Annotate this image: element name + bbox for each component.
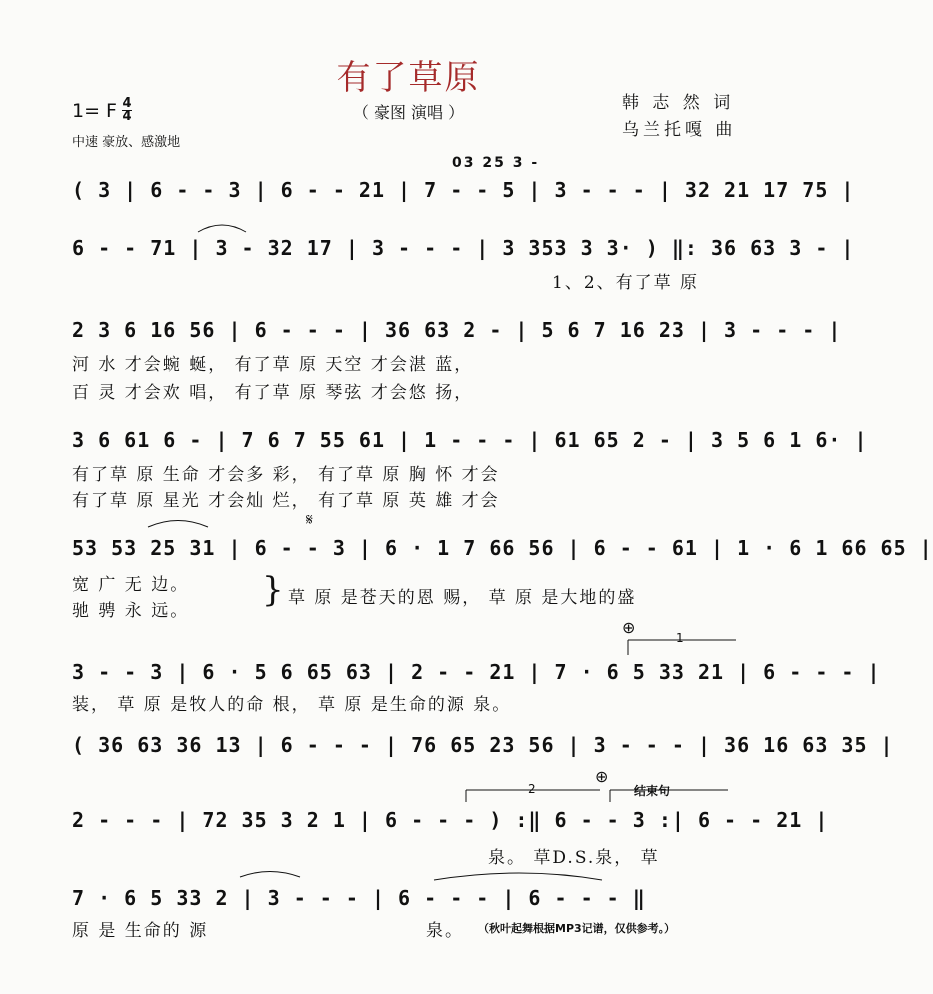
notation-row-9: 7 · 6 5 33 2 | 3 - - - | 6 - - - | 6 - - - ‖ bbox=[72, 886, 646, 910]
lyric-line-9b: 泉。 bbox=[426, 921, 464, 941]
notation-row-1: ( 3 | 6 - - 3 | 6 - - 21 | 7 - - 5 | 3 - - - | 32 21 17 75 | bbox=[72, 178, 855, 202]
notation-row-6: 3 - - 3 | 6 · 5 6 65 63 | 2 - - 21 | 7 · 6 5 33 21 | 6 - - - | bbox=[72, 660, 881, 684]
segno-sign: 𝄋 bbox=[306, 510, 313, 529]
lyric-line-4a: 有了草 原 生命 才会多 彩， 有了草 原 胸 怀 才会 bbox=[72, 465, 500, 485]
lyric-line-intro: 1、2、有了草 原 bbox=[552, 273, 700, 293]
coda-sign-1: ⊕ bbox=[622, 618, 636, 637]
tempo-marking: 中速 豪放、感激地 bbox=[72, 135, 181, 150]
volta-1-label: 1 bbox=[676, 631, 684, 645]
notation-row-4: 3 6 61 6 - | 7 6 7 55 61 | 1 - - - | 61 65 2 - | 3 5 6 1 6· | bbox=[72, 428, 868, 452]
key-signature: 1= F bbox=[72, 100, 117, 122]
lyric-line-5c: 草 原 是苍天的恩 赐， 草 原 是大地的盛 bbox=[288, 588, 637, 608]
lyric-line-6: 装， 草 原 是牧人的命 根， 草 原 是生命的源 泉。 bbox=[72, 695, 512, 715]
transcription-note: （秋叶起舞根据MP3记谱，仅供参考。） bbox=[478, 922, 676, 935]
notation-row-7: ( 36 63 36 13 | 6 - - - | 76 65 23 56 | 3 - - - | 36 16 63 35 | bbox=[72, 733, 894, 757]
lyricist-credit: 韩 志 然 词 bbox=[622, 93, 735, 113]
lyric-line-4b: 有了草 原 星光 才会灿 烂， 有了草 原 英 雄 才会 bbox=[72, 491, 500, 511]
volta-2-label: 2 bbox=[528, 782, 536, 796]
lyric-line-5b: 驰 骋 永 远。 bbox=[72, 601, 190, 621]
pickup-notes: 03 25 3 - bbox=[452, 155, 540, 171]
notation-row-3: 2 3 6 16 56 | 6 - - - | 36 63 2 - | 5 6 7 16 23 | 3 - - - | bbox=[72, 318, 842, 342]
lyric-line-8: 泉。 草D.S.泉， 草 bbox=[488, 848, 660, 868]
ending-label: 结束句 bbox=[634, 784, 671, 798]
notation-row-5: 53 53 25 31 | 6 - - 3 | 6 · 1 7 66 56 | 6 - - 61 | 1 · 6 1 66 65 | bbox=[72, 536, 933, 560]
performer-line: （ 豪图 演唱 ） bbox=[352, 103, 465, 122]
notation-row-8: 2 - - - | 72 35 3 2 1 | 6 - - - ) :‖ 6 - - 3 :| 6 - - 21 | bbox=[72, 808, 829, 832]
lyric-line-9a: 原 是 生命的 源 bbox=[72, 921, 209, 941]
lyric-line-3b: 百 灵 才会欢 唱， 有了草 原 琴弦 才会悠 扬， bbox=[72, 383, 474, 403]
time-top: 4 bbox=[122, 96, 132, 111]
coda-sign-2: ⊕ bbox=[595, 767, 609, 786]
notation-row-2: 6 - - 71 | 3 - 32 17 | 3 - - - | 3 353 3 3· ) ‖: 36 63 3 - | bbox=[72, 236, 855, 260]
brace: } bbox=[262, 570, 284, 610]
lyric-line-5a: 宽 广 无 边。 bbox=[72, 575, 190, 595]
lyric-line-3a: 河 水 才会蜿 蜒， 有了草 原 天空 才会湛 蓝， bbox=[72, 355, 474, 375]
composer-credit: 乌兰托嘎 曲 bbox=[622, 120, 737, 140]
song-title: 有了草原 bbox=[336, 58, 481, 98]
time-bottom: 4 bbox=[122, 109, 132, 124]
